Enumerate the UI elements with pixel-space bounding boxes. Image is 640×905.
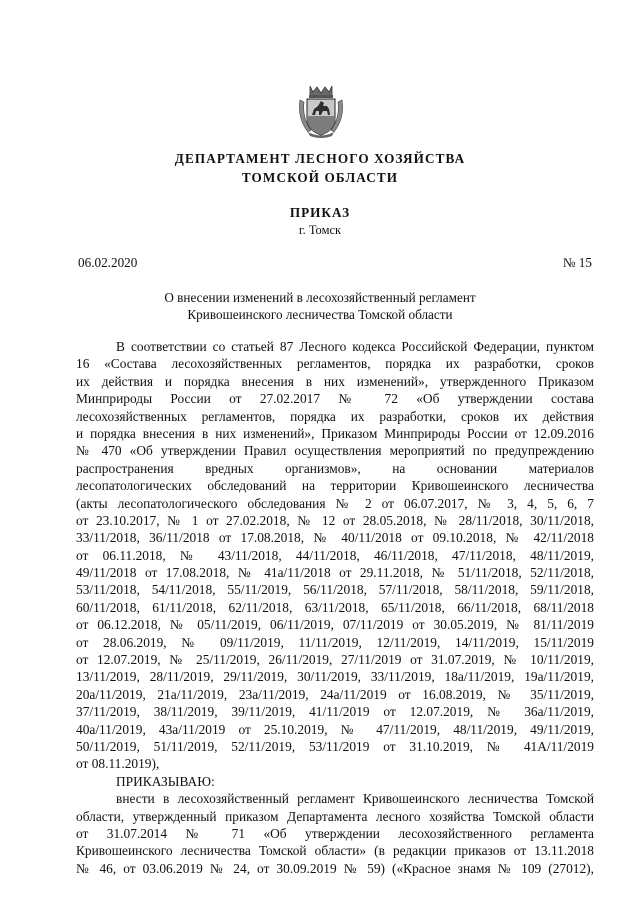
document-subject [0, 289, 640, 323]
body-line: В соответствии со статьей 87 Лесного кодекса Российской Федерации, пунктом [116, 339, 594, 354]
body-line: от 08.11.2019), [76, 756, 160, 772]
body-line: Минприроды России от 27.02.2017 № 72 «Об утверждении состава [76, 391, 594, 407]
body-line: 49/11/2018 от 17.08.2018, № 41а/11/2018 от 29.11.2018, № 51/11/2018, 52/11/2018, [76, 565, 594, 581]
body-line: от 06.12.2018, № 05/11/2019, 06/11/2019, 07/11/2019 от 30.05.2019, № 81/11/2019 [76, 617, 594, 633]
subject-line: О внесении изменений в лесохозяйственный регламент [164, 290, 476, 305]
body-line: от 23.10.2017, № 1 от 27.02.2018, № 12 от 28.05.2018, № 28/11/2018, 30/11/2018, [76, 512, 594, 528]
order-line: № 46, от 03.06.2019 № 24, от 30.09.2019 № 59) («Красное знамя № 109 (27012), [76, 860, 594, 876]
body-line: 13/11/2019, 28/11/2019, 29/11/2019, 30/11/2019, 33/11/2019, 18а/11/2019, 19а/11/2019, [76, 669, 594, 685]
body-line: 50/11/2019, 51/11/2019, 52/11/2019, 53/11/2019 от 31.10.2019, № 41А/11/2019 [76, 738, 594, 754]
body-line: № 470 «Об утверждении Правил осуществления мероприятий по предупреждению [76, 443, 594, 459]
body-line: от 06.11.2018, № 43/11/2018, 44/11/2018, 46/11/2018, 47/11/2018, 48/11/2019, [76, 547, 594, 563]
body-line: 53/11/2018, 54/11/2018, 55/11/2019, 56/11/2018, 57/11/2018, 58/11/2018, 59/11/2018, [76, 582, 594, 598]
body-line: от 12.07.2019, № 25/11/2019, 26/11/2019, 27/11/2019 от 31.07.2019, № 10/11/2019, [76, 652, 594, 668]
body-line: лесохозяйственных регламентов, порядка их разработки, сроков их действия [76, 408, 594, 424]
document-date: 06.02.2020 [78, 255, 138, 270]
document-type: ПРИКАЗ [289, 205, 351, 220]
body-line: 33/11/2018, 36/11/2018 от 17.08.2018, № 40/11/2018 от 09.10.2018, № 42/11/2018 [76, 530, 594, 546]
body-line: 16 «Состава лесохозяйственных регламентов, порядка их разработки, сроков [76, 356, 594, 372]
body-line: 37/11/2019, 38/11/2019, 39/11/2019, 41/11/2019 от 12.07.2019, № 36а/11/2019, [76, 704, 594, 720]
body-line: 40а/11/2019, 43а/11/2019 от 25.10.2019, № 47/11/2019, 48/11/2019, 49/11/2019, [76, 721, 594, 737]
order-line: от 31.07.2014 № 71 «Об утверждении лесохозяйственного регламента [76, 825, 594, 841]
body-line: и порядка внесения в них изменений», Приказом Минприроды России от 12.09.2016 [76, 425, 594, 441]
document-body [76, 338, 594, 877]
subject-line: Кривошеинского лесничества Томской области [187, 307, 453, 322]
body-line: распространения вредных организмов», на основании материалов [76, 460, 594, 476]
city: г. Томск [298, 223, 342, 237]
organization-name-line-2: ТОМСКОЙ ОБЛАСТИ [241, 170, 399, 185]
order-line: внести в лесохозяйственный регламент Кривошеинского лесничества Томской [116, 791, 594, 807]
order-word: ПРИКАЗЫВАЮ: [116, 773, 215, 789]
order-line: Кривошеинского лесничества Томской области» (в редакции приказов от 13.11.2018 [76, 843, 594, 859]
body-line: лесопатологических обследований на территории Кривошеинского лесничества [76, 478, 594, 494]
organization-name-line-1: ДЕПАРТАМЕНТ ЛЕСНОГО ХОЗЯЙСТВА [174, 151, 466, 166]
document-number: № 15 [562, 255, 592, 270]
body-line: их действия и порядка внесения в них изменений», утвержденного Приказом [76, 373, 594, 389]
order-line: области, утвержденный приказом Департамента лесного хозяйства Томской области [76, 808, 594, 824]
body-line: (акты лесопатологического обследования № 2 от 06.07.2017, № 3, 4, 5, 6, 7 [76, 495, 594, 511]
body-line: 60/11/2018, 61/11/2018, 62/11/2018, 63/11/2018, 65/11/2018, 66/11/2018, 68/11/2018 [76, 599, 594, 615]
coat-of-arms-icon [296, 82, 346, 138]
body-line: от 28.06.2019, № 09/11/2019, 11/11/2019, 12/11/2019, 14/11/2019, 15/11/2019 [76, 634, 594, 650]
body-line: 20а/11/2019, 21а/11/2019, 23а/11/2019, 24а/11/2019 от 16.08.2019, № 35/11/2019, [76, 686, 594, 702]
